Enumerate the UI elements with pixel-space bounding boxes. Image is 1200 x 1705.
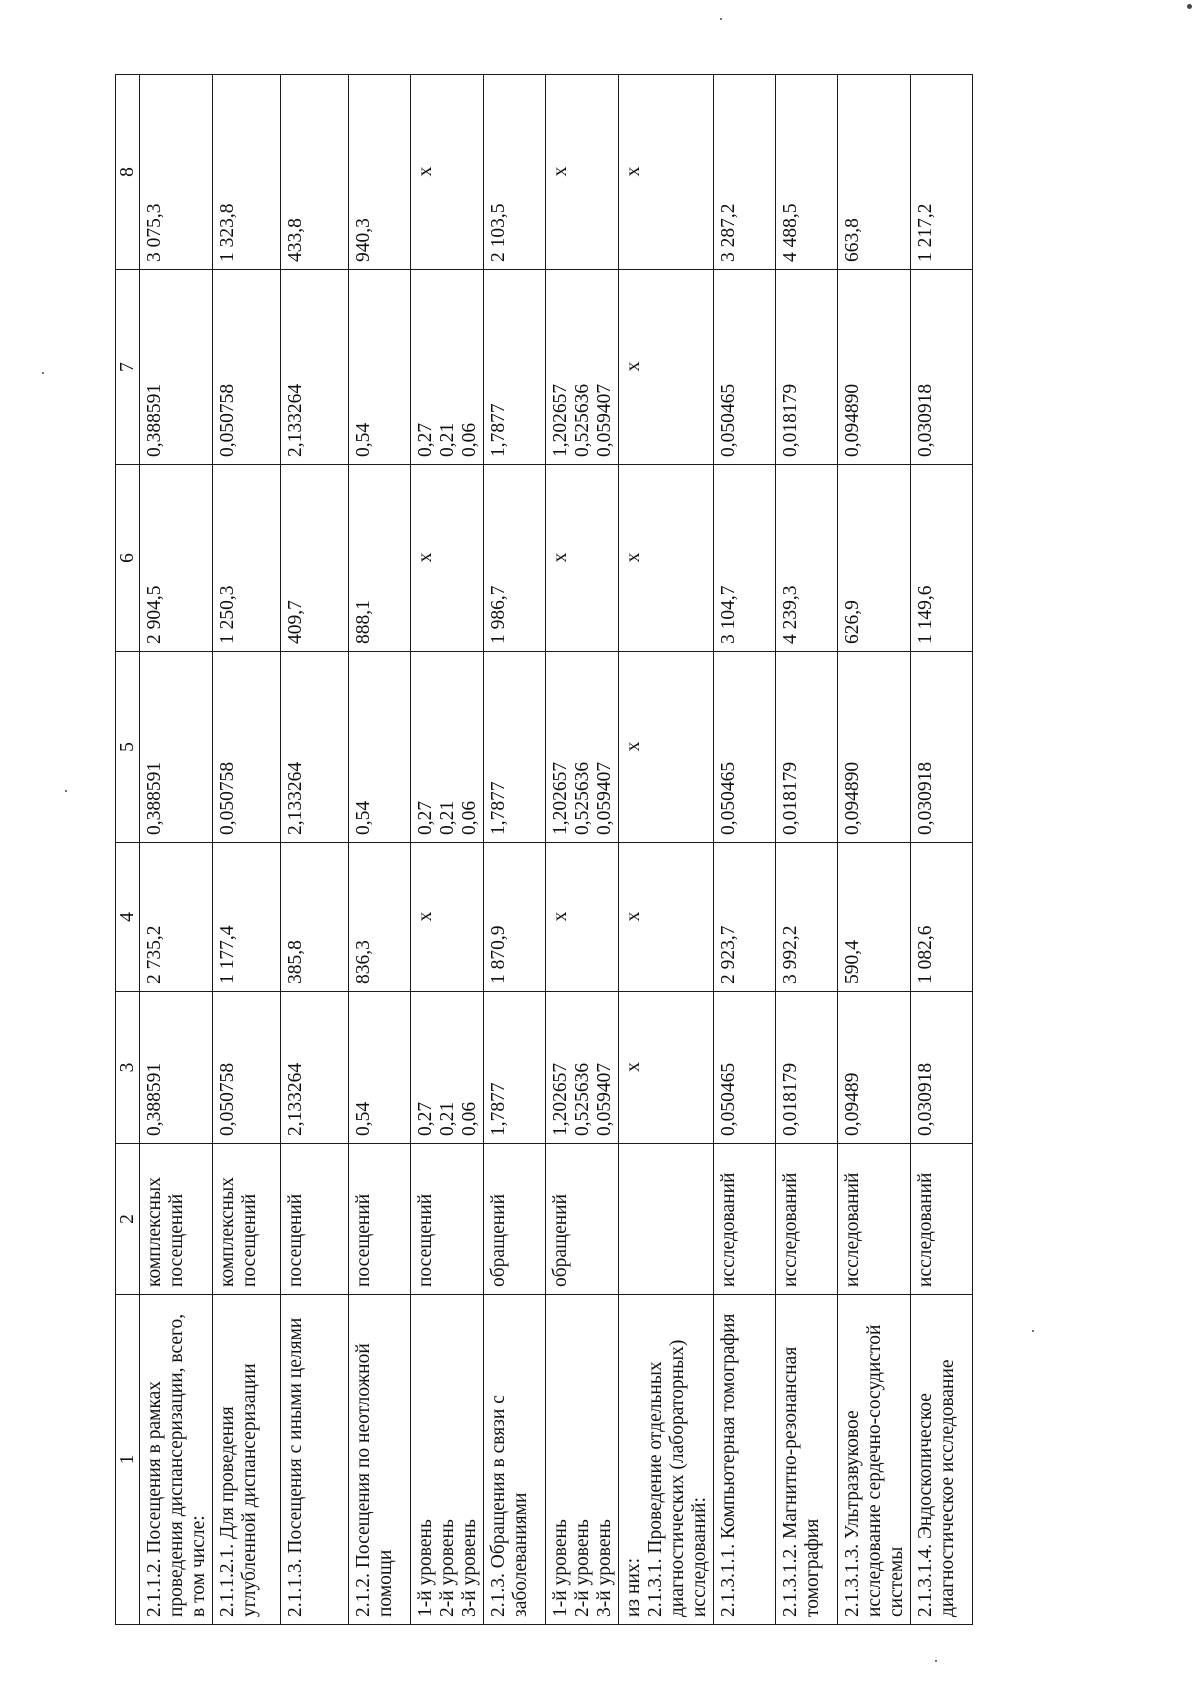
row-label-cell: 2.1.3.1.3. Ультразвуковое исследование сердечно-сосудистой системы: [838, 1295, 911, 1625]
value-cell: 1 986,7: [484, 465, 546, 652]
table-row: [911, 75, 973, 1625]
value-cell: 2,133264: [281, 652, 349, 843]
value-cell: x: [411, 465, 484, 652]
value-cell: x: [411, 843, 484, 992]
value-cell: 1,202657 0,525636 0,059407: [546, 992, 619, 1144]
row-label-cell: 2.1.1.2.1. Для проведения углубленной диспансеризации: [213, 1295, 281, 1625]
value-cell: 385,8: [281, 843, 349, 992]
row-label-cell: 2.1.1.2. Посещения в рамках проведения диспансеризации, всего, в том числе:: [140, 1295, 213, 1625]
scan-speck: [720, 18, 722, 20]
unit-cell: обращений: [484, 1144, 546, 1295]
value-cell: 1 323,8: [213, 75, 281, 270]
column-header-8: 8: [116, 75, 140, 270]
table-row: [484, 75, 546, 1625]
value-cell: 0,094890: [838, 270, 911, 465]
table-row: [411, 75, 484, 1625]
value-cell: 0,050758: [213, 992, 281, 1144]
value-cell: 0,54: [349, 992, 411, 1144]
value-cell: 1 870,9: [484, 843, 546, 992]
value-cell: 0,050465: [714, 652, 776, 843]
value-cell: 2,133264: [281, 992, 349, 1144]
value-cell: 2 103,5: [484, 75, 546, 270]
value-cell: 433,8: [281, 75, 349, 270]
row-label-cell: 2.1.3. Обращения в связи с заболеваниями: [484, 1295, 546, 1625]
value-cell: 0,018179: [776, 992, 838, 1144]
value-cell: x: [546, 843, 619, 992]
column-header-7: 7: [116, 270, 140, 465]
value-cell: 409,7: [281, 465, 349, 652]
value-cell: 4 239,3: [776, 465, 838, 652]
value-cell: 1 217,2: [911, 75, 973, 270]
row-label-cell: 2.1.1.3. Посещения с иными целями: [281, 1295, 349, 1625]
table-row: [546, 75, 619, 1625]
column-header-5: 5: [116, 652, 140, 843]
row-label-cell: 2.1.3.1.2. Магнитно-резонансная томография: [776, 1295, 838, 1625]
value-cell: 1 149,6: [911, 465, 973, 652]
unit-cell: посещений: [411, 1144, 484, 1295]
rotated-table-wrapper: [115, 75, 967, 1625]
table-row: [776, 75, 838, 1625]
column-header-4: 4: [116, 843, 140, 992]
value-cell: 0,030918: [911, 992, 973, 1144]
value-cell: 3 104,7: [714, 465, 776, 652]
unit-cell: исследований: [911, 1144, 973, 1295]
scan-speck: [65, 790, 67, 792]
value-cell: 0,050758: [213, 652, 281, 843]
scan-speck: [1032, 1330, 1034, 1332]
value-cell: x: [619, 75, 714, 270]
scan-speck: [1187, 4, 1192, 9]
value-cell: 0,050758: [213, 270, 281, 465]
header-row: [116, 75, 140, 1625]
value-cell: x: [619, 270, 714, 465]
value-cell: x: [619, 652, 714, 843]
column-header-1: 1: [116, 1295, 140, 1625]
value-cell: 2 735,2: [140, 843, 213, 992]
row-label-cell: 1-й уровень 2-й уровень 3-й уровень: [546, 1295, 619, 1625]
value-cell: x: [546, 465, 619, 652]
column-header-6: 6: [116, 465, 140, 652]
value-cell: 1 177,4: [213, 843, 281, 992]
value-cell: 0,27 0,21 0,06: [411, 652, 484, 843]
value-cell: 888,1: [349, 465, 411, 652]
value-cell: 3 075,3: [140, 75, 213, 270]
value-cell: 4 488,5: [776, 75, 838, 270]
value-cell: 1,202657 0,525636 0,059407: [546, 652, 619, 843]
scan-speck: [935, 1660, 937, 1662]
value-cell: 0,050465: [714, 992, 776, 1144]
table-row: [714, 75, 776, 1625]
table-row: [349, 75, 411, 1625]
unit-cell: обращений: [546, 1144, 619, 1295]
table-body: [116, 75, 973, 1625]
unit-cell: комплексных посещений: [213, 1144, 281, 1295]
value-cell: 0,54: [349, 652, 411, 843]
value-cell: 1,202657 0,525636 0,059407: [546, 270, 619, 465]
value-cell: 0,388591: [140, 652, 213, 843]
value-cell: x: [546, 75, 619, 270]
unit-cell: посещений: [349, 1144, 411, 1295]
value-cell: 626,9: [838, 465, 911, 652]
unit-cell: комплексных посещений: [140, 1144, 213, 1295]
value-cell: 2 904,5: [140, 465, 213, 652]
value-cell: 0,030918: [911, 652, 973, 843]
value-cell: 3 287,2: [714, 75, 776, 270]
row-label-cell: 1-й уровень 2-й уровень 3-й уровень: [411, 1295, 484, 1625]
row-label-cell: 2.1.3.1.1. Компьютерная томография: [714, 1295, 776, 1625]
row-label-cell: из них: 2.1.3.1. Проведение отдельных диагностических (лабораторных) исследований:: [619, 1295, 714, 1625]
column-header-3: 3: [116, 992, 140, 1144]
unit-cell: [619, 1144, 714, 1295]
value-cell: 0,27 0,21 0,06: [411, 270, 484, 465]
value-cell: 3 992,2: [776, 843, 838, 992]
value-cell: 0,09489: [838, 992, 911, 1144]
value-cell: 1,7877: [484, 992, 546, 1144]
unit-cell: посещений: [281, 1144, 349, 1295]
value-cell: 1 082,6: [911, 843, 973, 992]
value-cell: 836,3: [349, 843, 411, 992]
value-cell: 940,3: [349, 75, 411, 270]
value-cell: 2,133264: [281, 270, 349, 465]
value-cell: x: [619, 992, 714, 1144]
value-cell: 0,018179: [776, 652, 838, 843]
value-cell: 1 250,3: [213, 465, 281, 652]
value-cell: 0,388591: [140, 992, 213, 1144]
value-cell: 2 923,7: [714, 843, 776, 992]
value-cell: 0,030918: [911, 270, 973, 465]
table-row: [619, 75, 714, 1625]
value-cell: 663,8: [838, 75, 911, 270]
value-cell: 0,094890: [838, 652, 911, 843]
value-cell: x: [411, 75, 484, 270]
row-label-cell: 2.1.2. Посещения по неотложной помощи: [349, 1295, 411, 1625]
column-header-2: 2: [116, 1144, 140, 1295]
unit-cell: исследований: [714, 1144, 776, 1295]
table-row: [838, 75, 911, 1625]
row-label-cell: 2.1.3.1.4. Эндоскопическое диагностическое исследование: [911, 1295, 973, 1625]
table-row: [140, 75, 213, 1625]
unit-cell: исследований: [838, 1144, 911, 1295]
unit-cell: исследований: [776, 1144, 838, 1295]
table-row: [213, 75, 281, 1625]
value-cell: 590,4: [838, 843, 911, 992]
value-cell: 0,388591: [140, 270, 213, 465]
value-cell: 0,050465: [714, 270, 776, 465]
value-cell: 0,27 0,21 0,06: [411, 992, 484, 1144]
value-cell: 1,7877: [484, 270, 546, 465]
value-cell: 1,7877: [484, 652, 546, 843]
value-cell: x: [619, 465, 714, 652]
value-cell: x: [619, 843, 714, 992]
value-cell: 0,54: [349, 270, 411, 465]
table-row: [281, 75, 349, 1625]
services-volume-table: [115, 74, 973, 1625]
value-cell: 0,018179: [776, 270, 838, 465]
scan-speck: [42, 372, 44, 374]
